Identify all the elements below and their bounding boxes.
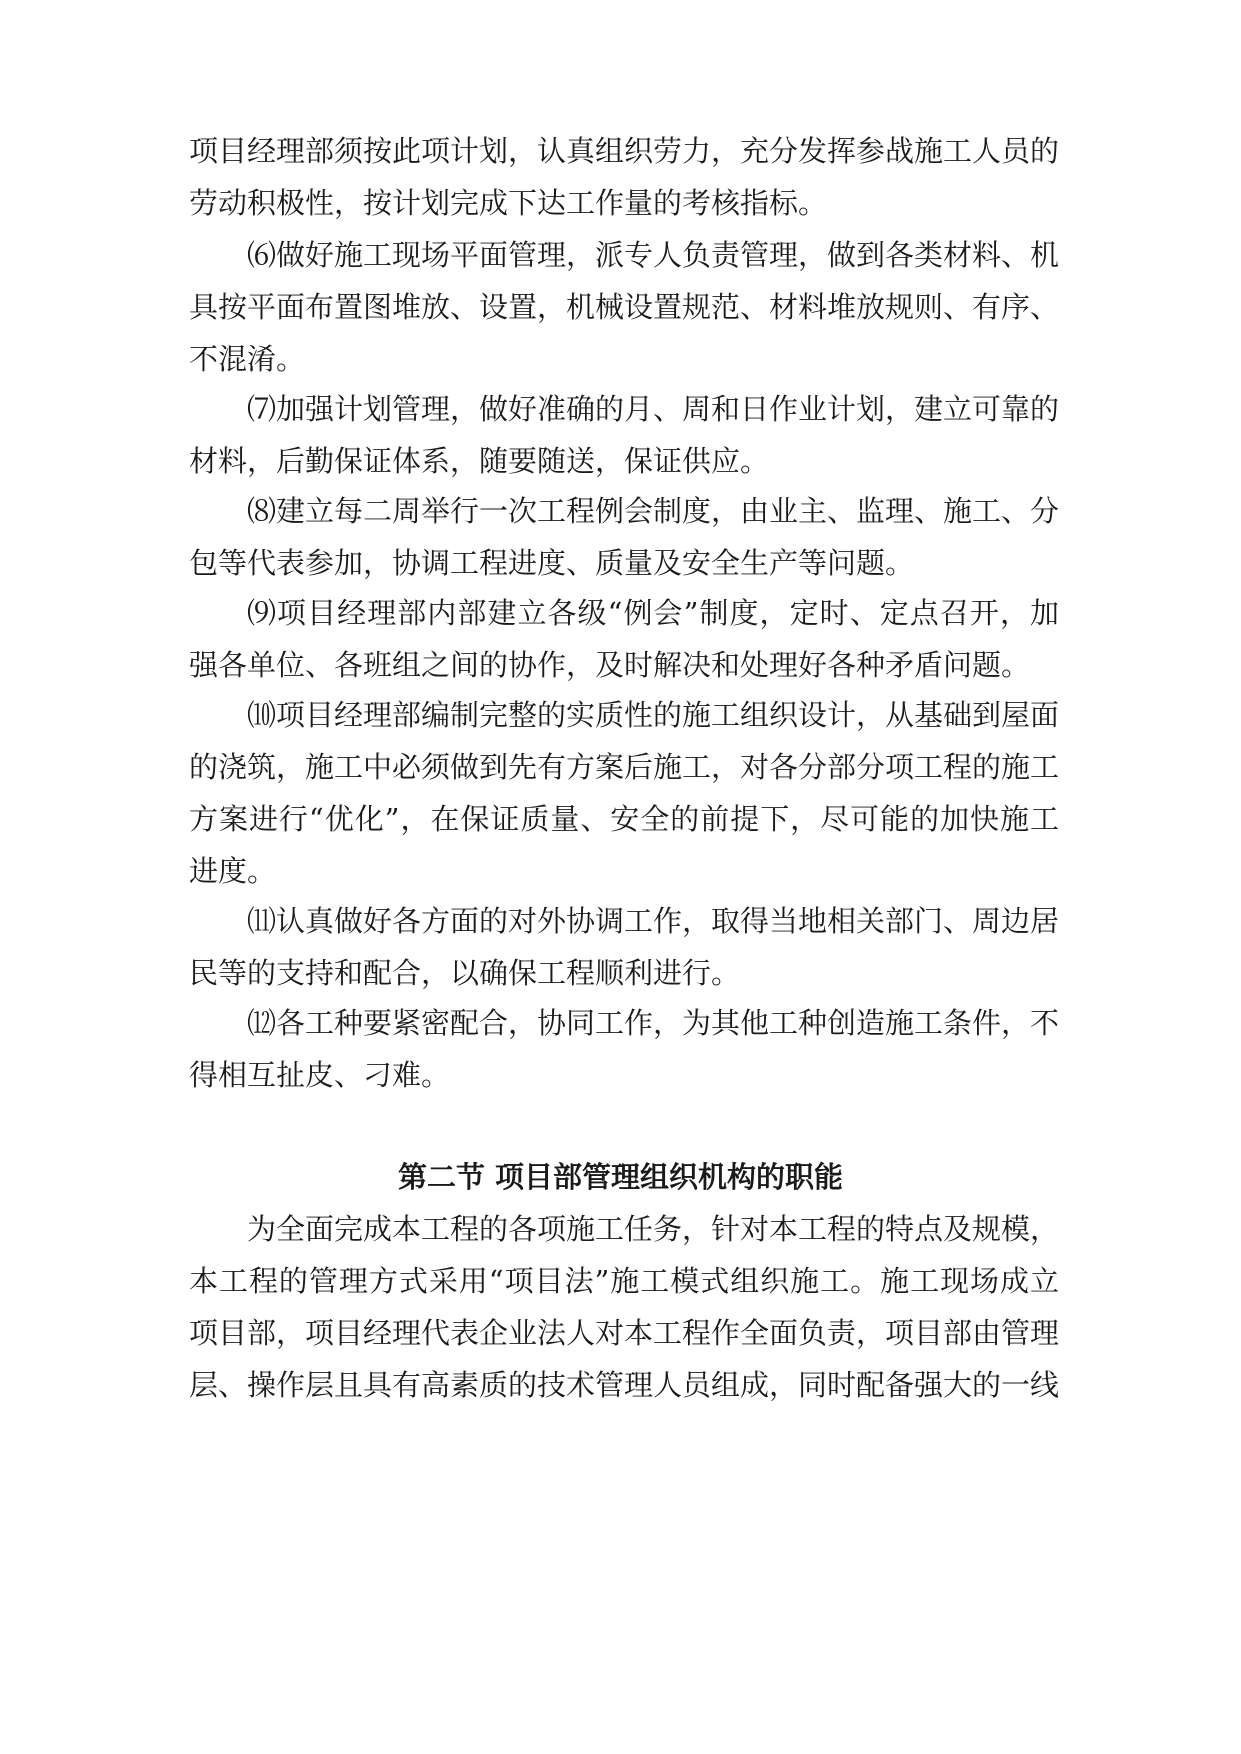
text-line: 民等的支持和配合，以确保工程顺利进行。: [189, 956, 741, 990]
text-line: ⑾认真做好各方面的对外协调工作，取得当地相关部门、周边居: [247, 904, 1060, 938]
text-line: 进度。: [189, 854, 277, 888]
text-line: 本工程的管理方式采用“项目法”施工模式组织施工。施工现场成立: [189, 1264, 1059, 1298]
text-line: ⑹做好施工现场平面管理，派专人负责管理，做到各类材料、机: [247, 238, 1060, 272]
text-line: 包等代表参加，协调工程进度、质量及安全生产等问题。: [189, 546, 915, 580]
text-line: ⑻建立每二周举行一次工程例会制度，由业主、监理、施工、分: [247, 494, 1060, 528]
text-line: ⑺加强计划管理，做好准确的月、周和日作业计划，建立可靠的: [247, 392, 1060, 426]
text-line: 劳动积极性，按计划完成下达工作量的考核指标。: [189, 186, 828, 220]
text-line: ⑿各工种要紧密配合，协同工作，为其他工种创造施工条件，不: [247, 1006, 1060, 1040]
text-line: 层、操作层且具有高素质的技术管理人员组成，同时配备强大的一线: [189, 1368, 1060, 1402]
text-line: 项目部，项目经理代表企业法人对本工程作全面负责，项目部由管理: [189, 1316, 1060, 1350]
text-line: ⑼项目经理部内部建立各级“例会”制度，定时、定点召开，加: [247, 596, 1059, 630]
text-line: 的浇筑，施工中必须做到先有方案后施工，对各分部分项工程的施工: [189, 750, 1060, 784]
section-heading: 第二节 项目部管理组织机构的职能: [397, 1160, 844, 1194]
text-line: 材料，后勤保证体系，随要随送，保证供应。: [189, 444, 770, 478]
text-line: 为全面完成本工程的各项施工任务，针对本工程的特点及规模，: [247, 1212, 1060, 1246]
text-line: 得相互扯皮、刁难。: [189, 1058, 451, 1092]
text-line: 不混淆。: [189, 342, 306, 376]
text-line: ⑽项目经理部编制完整的实质性的施工组织设计，从基础到屋面: [247, 698, 1060, 732]
text-line: 具按平面布置图堆放、设置，机械设置规范、材料堆放规则、有序、: [189, 290, 1060, 324]
text-line: 方案进行“优化”，在保证质量、安全的前提下，尽可能的加快施工: [189, 802, 1059, 836]
text-line: 项目经理部须按此项计划，认真组织劳力，充分发挥参战施工人员的: [189, 134, 1060, 168]
text-line: 强各单位、各班组之间的协作，及时解决和处理好各种矛盾问题。: [189, 648, 1031, 682]
